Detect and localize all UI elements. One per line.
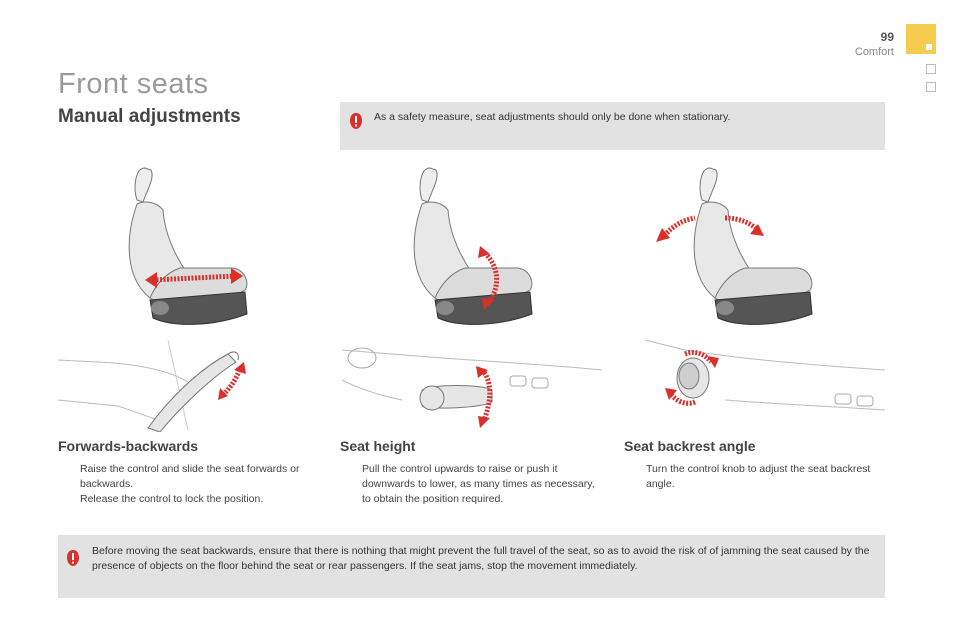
knob-illustration-backrest-angle [625, 340, 885, 432]
column-list-seat-height [340, 462, 600, 507]
section-tab[interactable] [906, 24, 936, 54]
warning-icon [66, 549, 80, 567]
page-title: Front seats [58, 68, 209, 100]
seat-illustration-backrest-angle [650, 158, 830, 338]
column-title-backrest-angle: Seat backrest angle [624, 438, 756, 454]
seat-illustration-seat-height [390, 158, 550, 338]
list-item: Turn the control knob to adjust the seat backrest angle. [646, 463, 871, 490]
warning-icon [349, 112, 363, 130]
warning-text-top: As a safety measure, seat adjustments should only be done when stationary. [374, 111, 731, 123]
section-subtitle: Manual adjustments [58, 106, 241, 127]
column-list-forwards-backwards [58, 462, 308, 507]
section-tab-empty[interactable] [926, 64, 936, 74]
list-item: Raise the control and slide the seat forwards or backwards. [80, 463, 300, 490]
seat-illustration-forwards-backwards [105, 158, 265, 338]
lever-illustration-forwards-backwards [58, 340, 298, 432]
page-number: 99 [880, 30, 894, 44]
column-title-seat-height: Seat height [340, 438, 416, 454]
warning-text-bottom: Before moving the seat backwards, ensure that there is nothing that might prevent the full travel of the seat, so as to avoid the risk of of jamming the seat caused by the presence of objects on the floor behind the seat or rear passengers. If the seat jams, stop the movement immediately. [92, 545, 870, 572]
list-item: Pull the control upwards to raise or push it downwards to lower, as many times as necessary, to obtain the position required. [362, 463, 595, 505]
column-list-backrest-angle [624, 462, 874, 492]
column-title-forwards-backwards: Forwards-backwards [58, 438, 199, 454]
list-item: Release the control to lock the position. [80, 493, 264, 505]
lever-illustration-seat-height [342, 340, 602, 432]
section-label: Comfort [854, 46, 894, 58]
section-tab-empty[interactable] [926, 82, 936, 92]
